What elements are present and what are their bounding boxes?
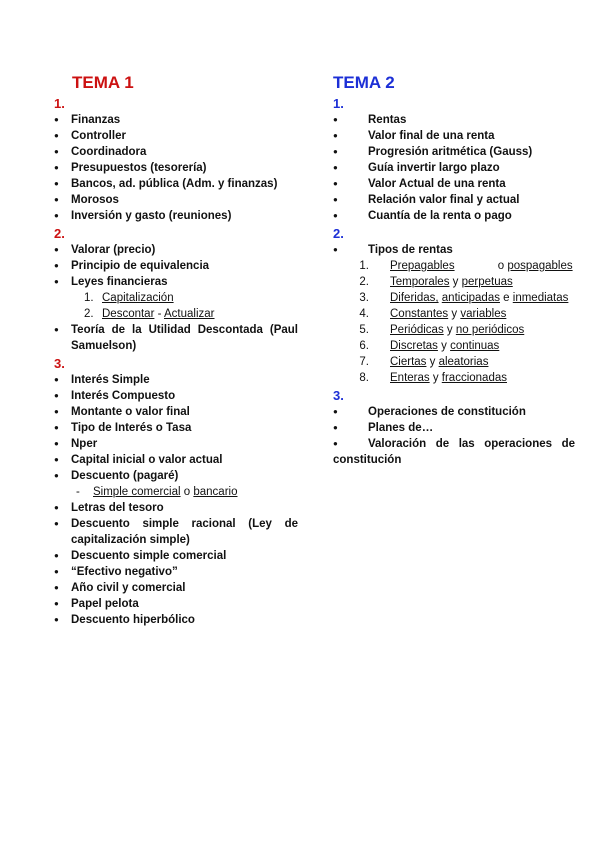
sub-list-item: 2. Temporales y perpetuas (359, 276, 513, 288)
list-item: ● Planes de… (333, 420, 575, 436)
tema1-section-2-list-end (54, 322, 298, 354)
list-item: ● Controller (54, 128, 298, 144)
list-item: ● Nper (54, 436, 298, 452)
list-item: ● Tipos de rentas (333, 242, 575, 258)
sub-list-item: 2. Descontar - Actualizar (84, 308, 215, 320)
descuento-sublist (54, 484, 298, 500)
sub-list-item: 3. Diferidas, anticipadas e inmediatas (359, 292, 569, 304)
list-item: ● Descuento simple racional (Ley de capitalización simple) (54, 516, 298, 548)
tema1-section-2-list (54, 242, 298, 290)
list-item: ● Bancos, ad. pública (Adm. y finanzas) (54, 176, 298, 192)
list-item: ● Valor Actual de una renta (333, 176, 575, 192)
tema1-section-3-list (54, 372, 298, 484)
tema2-section-1-list (333, 112, 575, 224)
list-item: ● Letras del tesoro (54, 500, 298, 516)
sub-list-item: 6. Discretas y continuas (359, 340, 500, 352)
sub-list-item: 1. Capitalización (84, 292, 174, 304)
list-item: ● Coordinadora (54, 144, 298, 160)
sub-list-item: 5. Periódicas y no periódicos (359, 324, 525, 336)
sub-list-item: 1. Prepagables o pospagables (359, 260, 573, 272)
tema1-section-2-number: 2. (54, 226, 65, 241)
tema2-section-1-number: 1. (333, 96, 344, 111)
sub-list-item: 8. Enteras y fraccionadas (359, 372, 507, 384)
list-item: ● Teoría de la Utilidad Descontada (Paul Samuelson) (54, 322, 298, 354)
list-item: ● Leyes financieras (54, 274, 298, 290)
tema2-section-3-list (333, 404, 575, 468)
list-item: ● Principio de equivalencia (54, 258, 298, 274)
tema2-column (333, 72, 575, 468)
list-item: ● Valoración de las operaciones de constitución (333, 436, 575, 468)
list-item: ● Capital inicial o valor actual (54, 452, 298, 468)
list-item: ● Rentas (333, 112, 575, 128)
list-item: ● Papel pelota (54, 596, 298, 612)
sub-list-item: 7. Ciertas y aleatorias (359, 356, 489, 368)
sub-list-item: - Simple comercial o bancario (76, 486, 238, 498)
tema2-section-2-number: 2. (333, 226, 344, 241)
tipos-de-rentas-sublist (333, 258, 575, 386)
tema2-section-2-list (333, 242, 575, 258)
sub-list-item: 4. Constantes y variables (359, 308, 507, 320)
tema1-column (54, 72, 298, 628)
list-item: ● Montante o valor final (54, 404, 298, 420)
list-item: ● Interés Compuesto (54, 388, 298, 404)
tema2-section-3-number: 3. (333, 388, 344, 403)
tema2-title: TEMA 2 (333, 73, 395, 92)
list-item: ● Presupuestos (tesorería) (54, 160, 298, 176)
tema1-section-1-list (54, 112, 298, 224)
list-item: ● Descuento hiperbólico (54, 612, 298, 628)
list-item: ● Descuento simple comercial (54, 548, 298, 564)
list-item: ● “Efectivo negativo” (54, 564, 298, 580)
list-item: ● Progresión aritmética (Gauss) (333, 144, 575, 160)
tema1-section-3-number: 3. (54, 356, 65, 371)
list-item: ● Valor final de una renta (333, 128, 575, 144)
tema1-title: TEMA 1 (72, 73, 134, 92)
list-item: ● Guía invertir largo plazo (333, 160, 575, 176)
list-item: ● Tipo de Interés o Tasa (54, 420, 298, 436)
tema1-section-3-list-cont (54, 500, 298, 628)
leyes-financieras-sublist (54, 290, 298, 322)
list-item: ● Año civil y comercial (54, 580, 298, 596)
list-item: ● Cuantía de la renta o pago (333, 208, 575, 224)
list-item: ● Finanzas (54, 112, 298, 128)
list-item: ● Inversión y gasto (reuniones) (54, 208, 298, 224)
list-item: ● Operaciones de constitución (333, 404, 575, 420)
list-item: ● Interés Simple (54, 372, 298, 388)
list-item: ● Relación valor final y actual (333, 192, 575, 208)
list-item: ● Descuento (pagaré) (54, 468, 298, 484)
list-item: ● Morosos (54, 192, 298, 208)
list-item: ● Valorar (precio) (54, 242, 298, 258)
tema1-section-1-number: 1. (54, 96, 65, 111)
